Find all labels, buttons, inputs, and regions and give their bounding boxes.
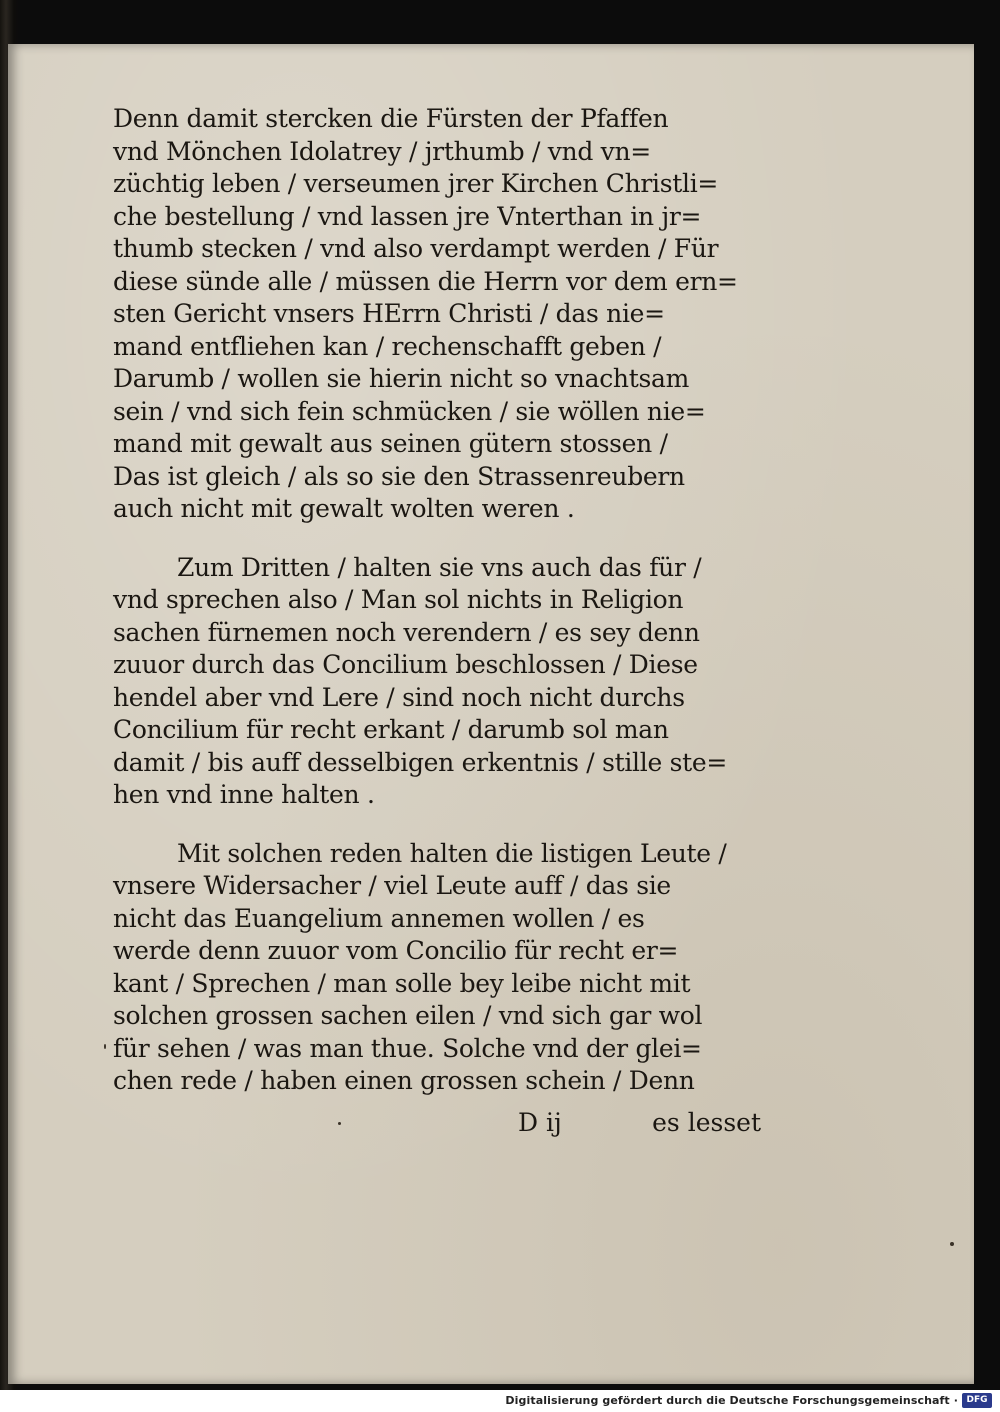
text-line: chen rede / haben einen grossen schein / Denn bbox=[113, 1066, 695, 1095]
text-line: mand entfliehen kan / rechenschafft geben / bbox=[113, 331, 662, 361]
text-line: diese sünde alle / müssen die Herrn vor dem ern= bbox=[113, 266, 738, 296]
text-line: vnd sprechen also / Man sol nichts in Religion bbox=[113, 585, 684, 614]
text-line: sten Gericht vnsers HErrn Christi / das nie= bbox=[113, 299, 665, 328]
page-text bbox=[113, 103, 773, 1124]
text-line: hen vnd inne halten . bbox=[113, 780, 375, 809]
text-line: damit / bis auff desselbigen erkentnis / stille ste= bbox=[113, 747, 728, 777]
text-line: zuuor durch das Concilium beschlossen / Diese bbox=[113, 650, 698, 679]
paragraph-2 bbox=[113, 552, 773, 812]
text-line: thumb stecken / vnd also verdampt werden / Für bbox=[113, 234, 719, 263]
text-line: vnsere Widersacher / viel Leute auff / das sie bbox=[113, 871, 671, 900]
text-line: mand mit gewalt aus seinen gütern stossen / bbox=[113, 429, 668, 458]
paragraph-1 bbox=[113, 103, 773, 526]
text-line: auch nicht mit gewalt wolten weren . bbox=[113, 494, 575, 523]
text-line: Das ist gleich / als so sie den Strassenreubern bbox=[113, 461, 685, 491]
text-line: kant / Sprechen / man solle bey leibe nicht mit bbox=[113, 968, 691, 998]
text-line: Zum Dritten / halten sie vns auch das für / bbox=[177, 552, 702, 582]
catchword: es lesset bbox=[652, 1108, 761, 1137]
text-line: nicht das Euangelium annemen wollen / es bbox=[113, 903, 645, 933]
ink-speck bbox=[950, 1242, 954, 1246]
text-line: vnd Mönchen Idolatrey / jrthumb / vnd vn= bbox=[113, 136, 651, 166]
text-line: züchtig leben / verseumen jrer Kirchen Christli= bbox=[113, 169, 719, 198]
funding-credit: Digitalisierung gefördert durch die Deutsche Forschungsgemeinschaft · bbox=[505, 1394, 958, 1407]
text-line: Concilium für recht erkant / darumb sol man bbox=[113, 715, 669, 744]
text-line: sein / vnd sich fein schmücken / sie wöllen nie= bbox=[113, 396, 706, 426]
page-foot-row bbox=[113, 1108, 773, 1142]
text-line: solchen grossen sachen eilen / vnd sich gar wol bbox=[113, 1001, 703, 1030]
digitization-footer bbox=[0, 1390, 1000, 1412]
text-line: werde denn zuuor vom Concilio für recht er= bbox=[113, 936, 679, 965]
text-line: sachen fürnemen noch verendern / es sey denn bbox=[113, 617, 700, 647]
text-line: Darumb / wollen sie hierin nicht so vnachtsam bbox=[113, 364, 690, 393]
text-line: für sehen / was man thue. Solche vnd der glei= bbox=[113, 1033, 702, 1063]
text-line: hendel aber vnd Lere / sind noch nicht durchs bbox=[113, 682, 685, 712]
text-line: che bestellung / vnd lassen jre Vnterthan in jr= bbox=[113, 201, 702, 231]
ink-speck bbox=[104, 1044, 106, 1049]
text-line: Denn damit stercken die Fürsten der Pfaffen bbox=[113, 104, 669, 133]
text-line: Mit solchen reden halten die listigen Leute / bbox=[177, 838, 727, 868]
signature-mark: D ij bbox=[518, 1108, 562, 1137]
paragraph-3 bbox=[113, 838, 773, 1098]
dfg-logo-icon: DFG bbox=[962, 1393, 992, 1408]
